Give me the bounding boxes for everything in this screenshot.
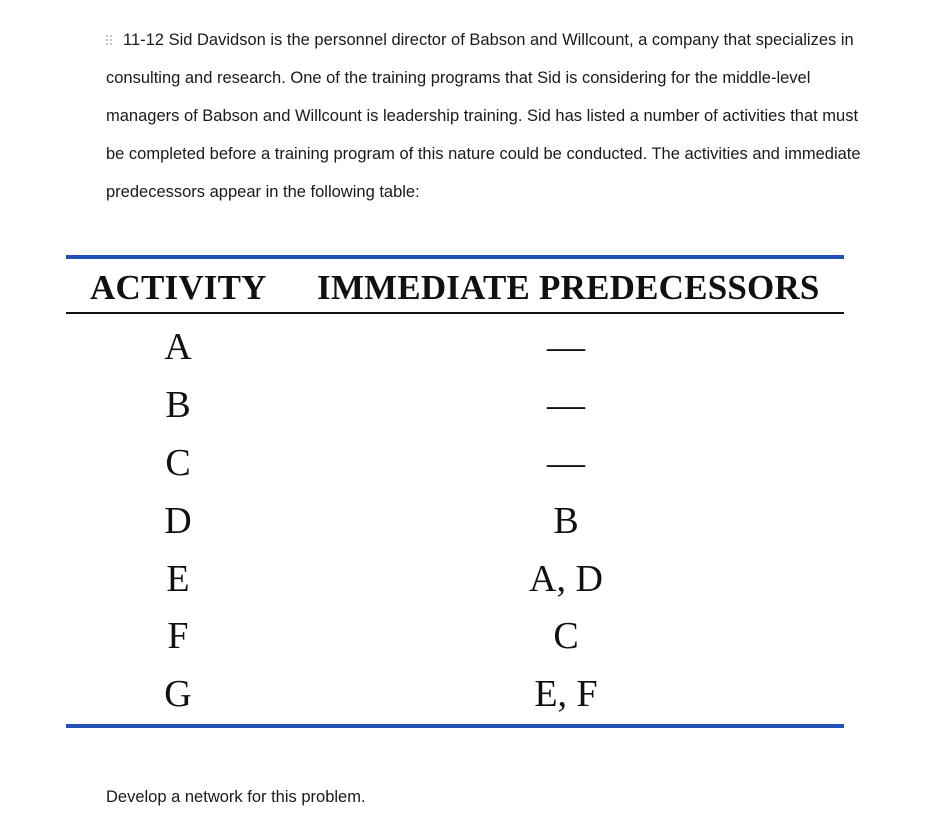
problem-number: 11-12 bbox=[123, 31, 164, 49]
activity-cell: A bbox=[164, 326, 192, 368]
predecessor-table bbox=[66, 255, 844, 728]
predecessor-cell: A, D bbox=[529, 558, 603, 600]
table-row bbox=[66, 664, 844, 722]
table-row bbox=[66, 375, 844, 433]
table-row bbox=[66, 317, 844, 375]
activity-cell: C bbox=[165, 442, 191, 484]
activity-cell: D bbox=[164, 500, 192, 542]
predecessor-cell: C bbox=[553, 615, 579, 657]
predecessor-cell: — bbox=[547, 384, 585, 426]
table-row bbox=[66, 606, 844, 664]
problem-text: Sid Davidson is the personnel director of Babson and Willcount, a company that specializes in consulting and research. One of the training programs that Sid is considering for the middle-level managers of Babson and Willcount is leadership training. Sid has listed a number of activities that must be completed before a training program of this nature could be conducted. The activities and immediate predecessors appear in the following table: bbox=[106, 31, 861, 201]
table-row bbox=[66, 491, 844, 549]
predecessor-cell: — bbox=[547, 442, 585, 484]
predecessor-cell: B bbox=[553, 500, 579, 542]
predecessor-cell: — bbox=[547, 326, 585, 368]
activity-cell: B bbox=[165, 384, 191, 426]
header-immediate-predecessors: IMMEDIATE PREDECESSORS bbox=[317, 268, 820, 307]
table-bottom-rule bbox=[66, 724, 844, 728]
instruction-text: Develop a network for this problem. bbox=[106, 788, 366, 806]
activity-cell: G bbox=[164, 673, 192, 715]
drag-handle-icon[interactable] bbox=[106, 35, 115, 45]
header-activity: ACTIVITY bbox=[90, 268, 267, 307]
activity-cell: F bbox=[167, 615, 189, 657]
problem-statement bbox=[106, 21, 866, 211]
predecessor-cell: E, F bbox=[534, 673, 598, 715]
table-row bbox=[66, 549, 844, 607]
table-row bbox=[66, 433, 844, 491]
table-body bbox=[66, 314, 844, 724]
activity-cell: E bbox=[166, 558, 190, 600]
table-header bbox=[66, 259, 844, 314]
